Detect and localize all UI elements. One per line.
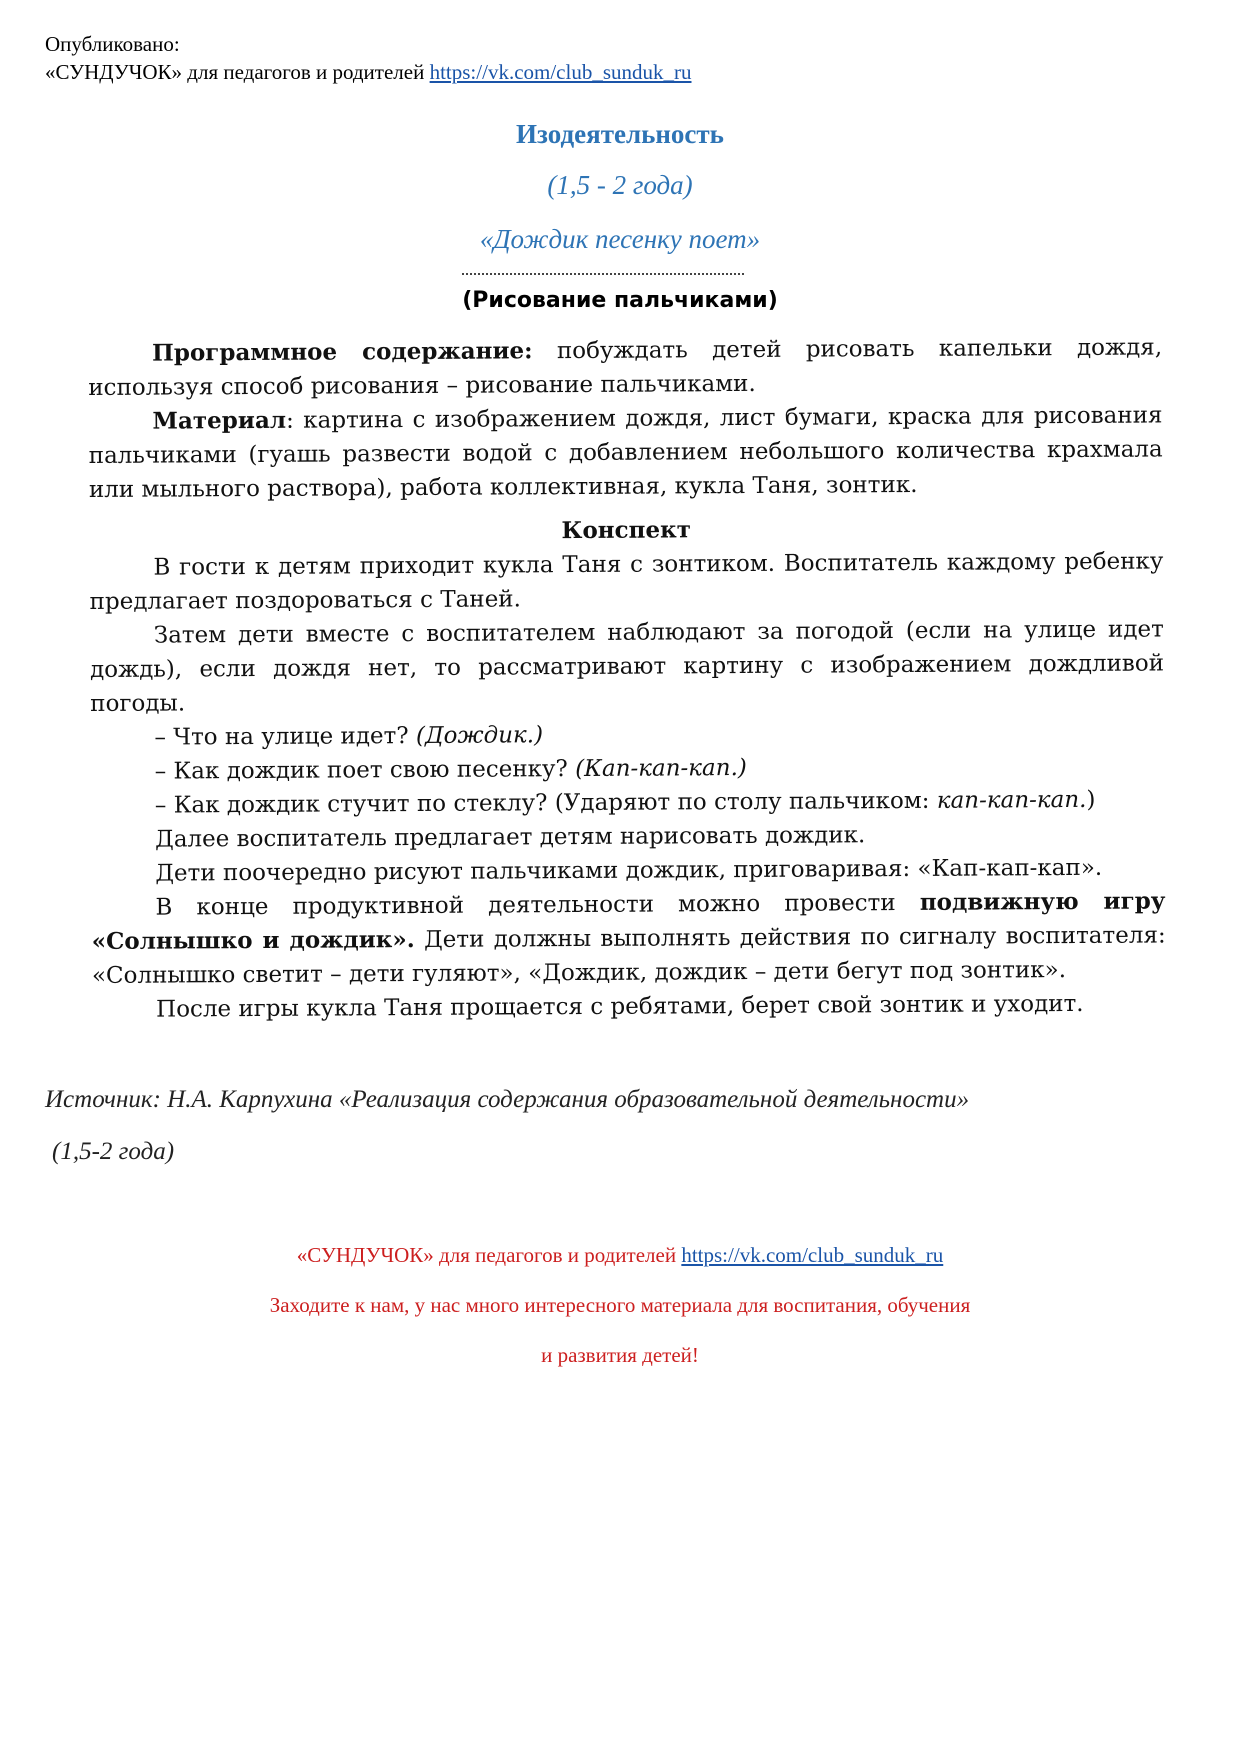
age-subtitle: (1,5 - 2 года) bbox=[547, 170, 693, 200]
answer-2: (Кап-кап-кап.) bbox=[575, 754, 747, 783]
answer-3: кап-кап-кап. bbox=[936, 786, 1087, 814]
paragraph-5-end: Дети должны выполнять действия по сигналу воспитателя: «Солнышко светит – дети гуляют», «Дождик, дождик – дети бегут под зонтик». bbox=[91, 922, 1166, 989]
paragraph-1: В гости к детям приходит кукла Таня с зонтиком. Воспитатель каждому ребенку предлагает поздороваться с Таней. bbox=[89, 548, 1164, 615]
publisher-text: «СУНДУЧОК» для педагогов и родителей bbox=[45, 60, 425, 84]
footer-publisher-line bbox=[0, 1230, 1240, 1280]
published-label: Опубликовано: bbox=[45, 32, 180, 56]
program-text: побуждать детей рисовать капельки дождя, используя способ рисования – рисование пальчиками. bbox=[88, 334, 1163, 401]
question-3-end: ) bbox=[1086, 786, 1096, 813]
question-2: – Как дождик поет свою песенку? bbox=[154, 756, 576, 785]
program-paragraph bbox=[88, 330, 1162, 405]
question-3: – Как дождик стучит по стеклу? (Ударяют по столу пальчиком: bbox=[154, 787, 937, 819]
lesson-body bbox=[88, 330, 1166, 1027]
question-1: – Что на улице идет? bbox=[154, 723, 417, 751]
publisher-link[interactable]: https://vk.com/club_sunduk_ru bbox=[429, 60, 692, 84]
scan-artifact-line bbox=[462, 273, 744, 278]
program-label: Программное содержание: bbox=[152, 337, 533, 367]
dialog-line-3 bbox=[91, 782, 1165, 823]
paragraph-5 bbox=[91, 884, 1166, 993]
paragraph-6: После игры кукла Таня прощается с ребятами, берет свой зонтик и уходит. bbox=[156, 990, 1084, 1023]
publisher-line bbox=[45, 58, 692, 86]
material-text: : картина с изображением дождя, лист бумаги, краска для рисования пальчиками (гуашь развести водой с добавлением небольшого количества крахмала или мыльного раствора), работа коллективная, кукла Таня, зонтик. bbox=[88, 402, 1163, 503]
footer-invite-line-2: и развития детей! bbox=[541, 1343, 699, 1367]
topic-title: «Дождик песенку поет» bbox=[479, 224, 761, 254]
game-name: подвижную игру «Солнышко и дождик». bbox=[91, 887, 1166, 955]
footer-publisher-link[interactable]: https://vk.com/club_sunduk_ru bbox=[681, 1243, 944, 1267]
paragraph-4: Дети поочередно рисуют пальчиками дождик, приговаривая: «Кап-кап-кап». bbox=[155, 854, 1103, 887]
source-line-2: (1,5-2 года) bbox=[52, 1138, 175, 1165]
answer-1: (Дождик.) bbox=[415, 722, 544, 750]
footer-publisher-text: «СУНДУЧОК» для педагогов и родителей bbox=[296, 1243, 677, 1267]
source-line-1: Источник: Н.А. Карпухина «Реализация содержания образовательной деятельности» bbox=[45, 1086, 970, 1113]
konspekt-heading: Конспект bbox=[561, 516, 691, 545]
material-label: Материал bbox=[152, 406, 287, 435]
paragraph-2: Затем дети вместе с воспитателем наблюдают за погодой (если на улице идет дождь), если дождя нет, то рассматривают картину с изображением дождливой погоды. bbox=[89, 616, 1165, 717]
method-title: (Рисование пальчиками) bbox=[462, 288, 778, 313]
paragraph-5-start: В конце продуктивной деятельности можно провести bbox=[155, 889, 920, 921]
material-paragraph bbox=[88, 398, 1163, 507]
subject-title: Изодеятельность bbox=[516, 119, 724, 149]
paragraph-3: Далее воспитатель предлагает детям нарисовать дождик. bbox=[154, 822, 866, 853]
footer-invite-line-1: Заходите к нам, у нас много интересного материала для воспитания, обучения bbox=[269, 1293, 971, 1317]
